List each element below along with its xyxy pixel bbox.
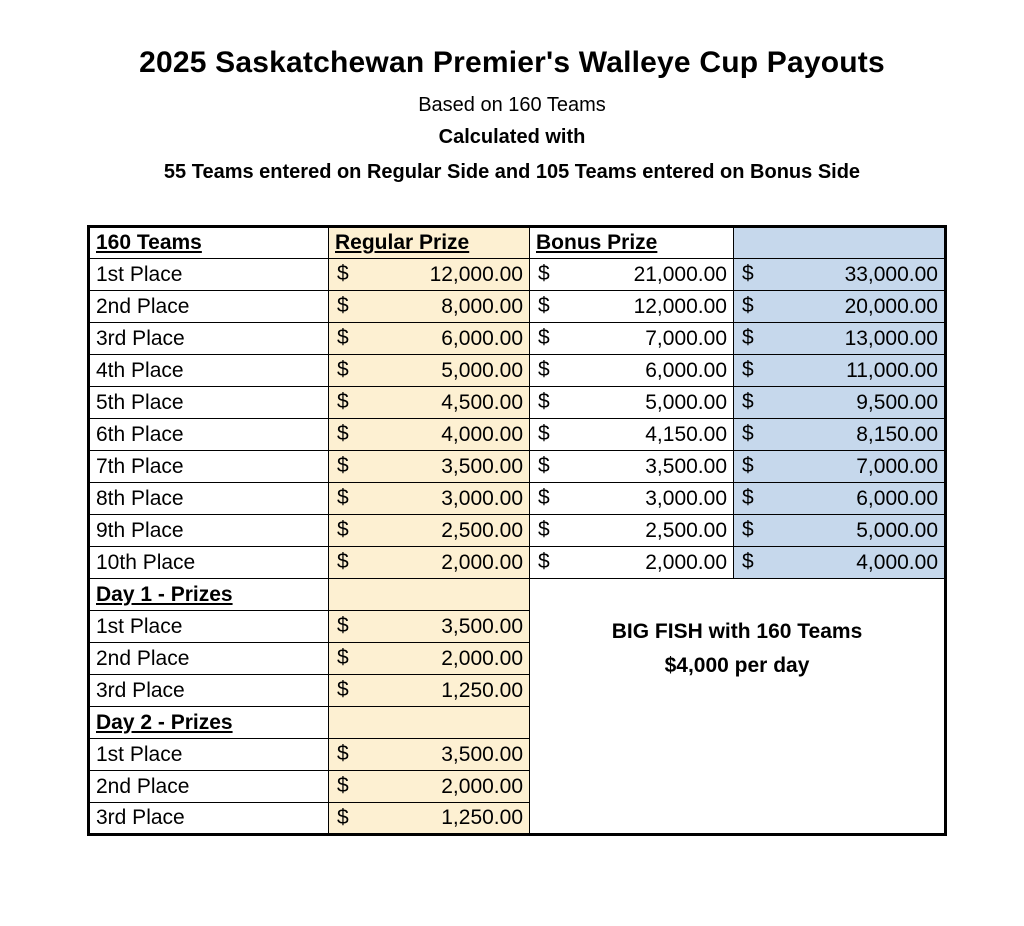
regular-prize-cell [329,483,530,515]
day1-label: Day 1 - Prizes [89,579,329,611]
regular-prize-cell-amount: 3,000.00 [441,486,523,510]
bonus-prize-cell [530,355,734,387]
col-header-total [734,227,946,259]
place-label: 1st Place [89,611,329,643]
regular-prize-cell [329,515,530,547]
currency-symbol: $ [742,294,754,317]
day2-prize-cell-amount: 2,000.00 [441,774,523,798]
currency-symbol: $ [538,358,550,381]
currency-symbol: $ [742,454,754,477]
place-row [89,291,946,323]
day1-prize-cell-amount: 3,500.00 [441,614,523,638]
currency-symbol: $ [337,262,349,285]
day1-prize-cell [329,611,530,643]
col-header-regular: Regular Prize [329,227,530,259]
big-fish-note [530,579,946,835]
place-row [89,387,946,419]
total-prize-cell [734,419,946,451]
regular-prize-cell-amount: 3,500.00 [441,454,523,478]
total-prize-cell-amount: 5,000.00 [856,518,938,542]
bonus-prize-cell [530,547,734,579]
regular-prize-cell [329,323,530,355]
place-row [89,451,946,483]
day2-prize-cell [329,771,530,803]
place-label: 1st Place [89,259,329,291]
regular-prize-cell-amount: 8,000.00 [441,294,523,318]
day1-prize-cell-amount: 1,250.00 [441,678,523,702]
total-prize-cell [734,547,946,579]
currency-symbol: $ [538,390,550,413]
regular-prize-cell-amount: 4,000.00 [441,422,523,446]
place-label: 7th Place [89,451,329,483]
bonus-prize-cell-amount: 21,000.00 [633,262,727,286]
place-row [89,483,946,515]
currency-symbol: $ [742,422,754,445]
day1-header-row [89,579,946,611]
regular-prize-cell [329,451,530,483]
currency-symbol: $ [742,486,754,509]
currency-symbol: $ [742,550,754,573]
regular-prize-cell-amount: 2,500.00 [441,518,523,542]
bonus-prize-cell [530,419,734,451]
calc-label: Calculated with [438,126,586,148]
place-row [89,515,946,547]
currency-symbol: $ [337,806,349,829]
place-row [89,259,946,291]
currency-symbol: $ [337,742,349,765]
total-prize-cell [734,483,946,515]
place-label: 2nd Place [89,291,329,323]
total-prize-cell-amount: 7,000.00 [856,454,938,478]
big-fish-line2: $4,000 per day [664,654,810,677]
regular-prize-cell [329,355,530,387]
place-label: 3rd Place [89,675,329,707]
big-fish-line1: BIG FISH with 160 Teams [611,620,863,643]
bonus-prize-cell-amount: 12,000.00 [633,294,727,318]
currency-symbol: $ [538,486,550,509]
total-prize-cell-amount: 8,150.00 [856,422,938,446]
bonus-prize-cell-amount: 6,000.00 [645,358,727,382]
currency-symbol: $ [538,550,550,573]
bonus-prize-cell [530,323,734,355]
currency-symbol: $ [337,422,349,445]
currency-symbol: $ [337,678,349,701]
regular-prize-cell-amount: 2,000.00 [441,550,523,574]
currency-symbol: $ [742,326,754,349]
bonus-prize-cell-amount: 5,000.00 [645,390,727,414]
day2-prize-cell-amount: 1,250.00 [441,806,523,829]
bonus-prize-cell-amount: 7,000.00 [645,326,727,350]
regular-prize-cell [329,419,530,451]
place-label: 8th Place [89,483,329,515]
currency-symbol: $ [742,390,754,413]
regular-prize-cell-amount: 4,500.00 [441,390,523,414]
bonus-prize-cell-amount: 4,150.00 [645,422,727,446]
entries-note: 55 Teams entered on Regular Side and 105 Teams entered on Bonus Side [163,161,861,183]
place-label: 3rd Place [89,803,329,835]
page-title: 2025 Saskatchewan Premier's Walleye Cup Payouts [139,46,885,79]
place-label: 4th Place [89,355,329,387]
place-row [89,547,946,579]
place-row [89,355,946,387]
currency-symbol: $ [742,518,754,541]
currency-symbol: $ [337,454,349,477]
currency-symbol: $ [742,262,754,285]
bonus-prize-cell-amount: 2,000.00 [645,550,727,574]
day1-prize-cell [329,675,530,707]
teams-basis: Based on 160 Teams [418,94,606,116]
bonus-prize-cell-amount: 3,500.00 [645,454,727,478]
header-row [89,227,946,259]
currency-symbol: $ [538,326,550,349]
currency-symbol: $ [337,774,349,797]
total-prize-cell-amount: 6,000.00 [856,486,938,510]
currency-symbol: $ [337,486,349,509]
currency-symbol: $ [337,550,349,573]
regular-prize-cell-amount: 12,000.00 [429,262,523,286]
day2-prize-cell-amount: 3,500.00 [441,742,523,766]
total-prize-cell [734,355,946,387]
regular-prize-cell-amount: 6,000.00 [441,326,523,350]
col-header-bonus: Bonus Prize [530,227,734,259]
place-label: 6th Place [89,419,329,451]
bonus-prize-cell [530,451,734,483]
col-header-teams: 160 Teams [89,227,329,259]
day2-regular-empty [329,707,530,739]
total-prize-cell-amount: 20,000.00 [844,294,938,318]
place-label: 3rd Place [89,323,329,355]
total-prize-cell-amount: 33,000.00 [844,262,938,286]
currency-symbol: $ [538,422,550,445]
currency-symbol: $ [337,390,349,413]
bonus-prize-cell [530,387,734,419]
place-row [89,323,946,355]
day2-prize-cell [329,803,530,835]
bonus-prize-cell-amount: 3,000.00 [645,486,727,510]
total-prize-cell-amount: 13,000.00 [844,326,938,350]
place-label: 10th Place [89,547,329,579]
place-label: 9th Place [89,515,329,547]
currency-symbol: $ [337,614,349,637]
place-row [89,419,946,451]
place-label: 5th Place [89,387,329,419]
place-label: 2nd Place [89,643,329,675]
place-label: 1st Place [89,739,329,771]
currency-symbol: $ [337,326,349,349]
bonus-prize-cell [530,291,734,323]
bonus-prize-cell-amount: 2,500.00 [645,518,727,542]
total-prize-cell [734,387,946,419]
total-prize-cell-amount: 9,500.00 [856,390,938,414]
total-prize-cell [734,291,946,323]
currency-symbol: $ [538,518,550,541]
regular-prize-cell [329,547,530,579]
day2-prize-cell [329,739,530,771]
payout-table-body [89,227,946,835]
day1-regular-empty [329,579,530,611]
currency-symbol: $ [337,646,349,669]
regular-prize-cell [329,291,530,323]
bonus-prize-cell [530,515,734,547]
total-prize-cell [734,515,946,547]
total-prize-cell [734,451,946,483]
currency-symbol: $ [538,262,550,285]
day1-prize-cell-amount: 2,000.00 [441,646,523,670]
place-label: 2nd Place [89,771,329,803]
bonus-prize-cell [530,483,734,515]
regular-prize-cell [329,387,530,419]
bonus-prize-cell [530,259,734,291]
total-prize-cell-amount: 4,000.00 [856,550,938,574]
total-prize-cell-amount: 11,000.00 [846,358,938,382]
currency-symbol: $ [742,358,754,381]
payout-table [87,225,947,836]
currency-symbol: $ [337,294,349,317]
day2-label: Day 2 - Prizes [89,707,329,739]
currency-symbol: $ [538,294,550,317]
currency-symbol: $ [538,454,550,477]
total-prize-cell [734,323,946,355]
regular-prize-cell [329,259,530,291]
day1-prize-cell [329,643,530,675]
total-prize-cell [734,259,946,291]
currency-symbol: $ [337,518,349,541]
regular-prize-cell-amount: 5,000.00 [441,358,523,382]
currency-symbol: $ [337,358,349,381]
